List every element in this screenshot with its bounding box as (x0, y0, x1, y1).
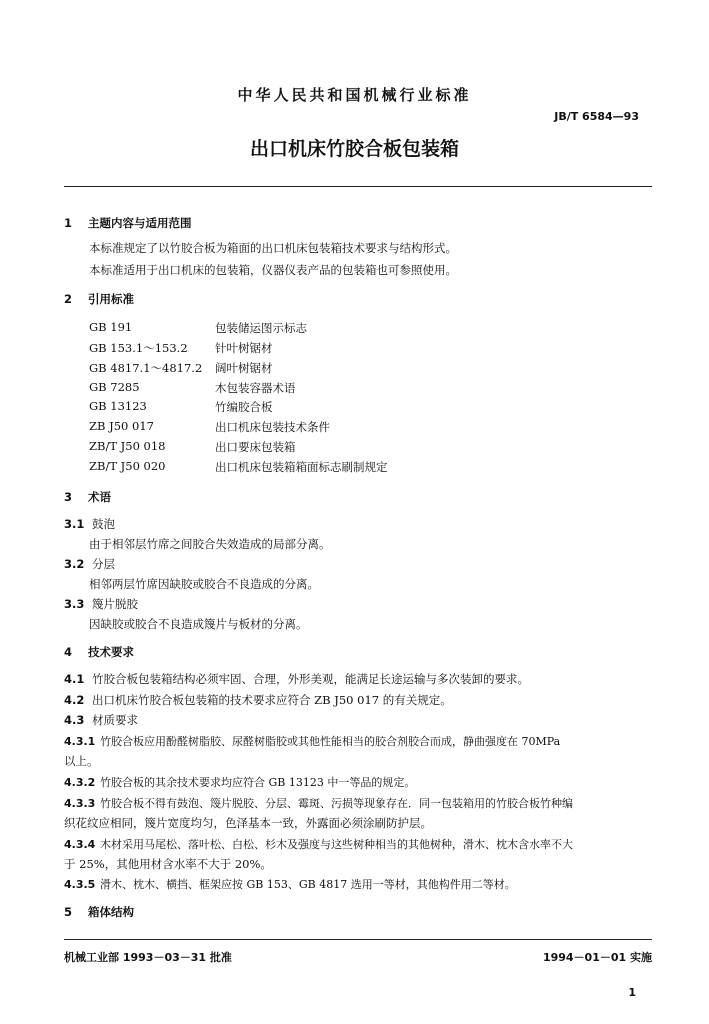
clause-4-3-3: 4.3.3 竹胶合板不得有鼓泡、篾片脱胶、分层、霉斑、污损等现象存在．同一包装箱用的竹胶合板竹种编 (64, 797, 573, 810)
reference-code: GB 191 (89, 320, 133, 334)
clause-4-3-4: 4.3.4 木材采用马尾松、落叶松、白松、杉木及强度与这些树种相当的其他树种，滑木、枕木含水率不大 (64, 838, 573, 851)
clause-4-3-3-continued: 织花纹应相同，篾片宽度均匀，色泽基本一致，外露面必须涂刷防护层。 (64, 816, 432, 830)
document-title: 出口机床竹胶合板包装箱 (249, 138, 459, 160)
implementation-date: 1994－01－01 实施 (542, 951, 652, 964)
approval-date: 机械工业部 1993－03－31 批准 (64, 951, 232, 964)
term-3-1-definition: 由于相邻层竹席之间胶合失效造成的局部分离。 (89, 537, 331, 551)
term-3-2-heading: 3.2 分层 (64, 557, 115, 571)
reference-code: GB 7285 (89, 380, 140, 394)
header-divider (64, 186, 652, 187)
term-3-2-definition: 相邻两层竹席因缺胶或胶合不良造成的分离。 (89, 577, 319, 591)
section-1-heading: 1 主题内容与适用范围 (64, 216, 192, 230)
clause-4-3-5: 4.3.5 滑木、枕木、横挡、框架应按 GB 153、GB 4817 选用一等材，其他构件用二等材。 (64, 878, 516, 891)
reference-name: 木包装容器术语 (215, 381, 296, 395)
clause-4-3: 4.3 材质要求 (64, 713, 138, 727)
section-2-heading: 2 引用标准 (64, 292, 134, 306)
issuing-organization: 中华人民共和国机械行业标准 (237, 86, 472, 104)
section-3-heading: 3 术语 (64, 490, 111, 504)
section-4-heading: 4 技术要求 (64, 645, 134, 659)
section-5-heading: 5 箱体结构 (64, 905, 134, 919)
clause-4-3-4-continued: 于 25%，其他用材含水率不大于 20%。 (64, 857, 272, 871)
term-3-3-heading: 3.3 篾片脱胶 (64, 597, 138, 611)
reference-name: 包装储运图示标志 (215, 321, 307, 335)
clause-4-3-1: 4.3.1 竹胶合板应用酚醛树脂胶、尿醛树脂胶或其他性能相当的胶合剂胶合而成，静曲强度在 70MPa (64, 735, 561, 748)
reference-code: ZB J50 017 (89, 419, 154, 433)
reference-code: ZB/T J50 018 (89, 439, 166, 453)
reference-name: 出口机床包装技术条件 (215, 420, 330, 434)
section-1-paragraph-2: 本标准适用于出口机床的包装箱，仪器仪表产品的包装箱也可参照使用。 (89, 263, 457, 277)
clause-4-3-1-continued: 以上。 (64, 754, 99, 768)
standard-code: JB/T 6584—93 (554, 110, 639, 123)
reference-code: GB 153.1～153.2 (89, 341, 188, 355)
clause-4-1: 4.1 竹胶合板包装箱结构必须牢固、合理，外形美观，能满足长途运输与多次装卸的要求。 (64, 672, 529, 686)
reference-code: GB 4817.1～4817.2 (89, 361, 203, 375)
reference-name: 阔叶树锯材 (215, 361, 273, 375)
reference-code: GB 13123 (89, 399, 147, 413)
footer-divider (64, 939, 652, 940)
reference-name: 针叶树锯材 (215, 341, 273, 355)
term-3-3-definition: 因缺胶或胶合不良造成篾片与板材的分离。 (89, 617, 308, 631)
reference-name: 出口机床包装箱箱面标志刷制规定 (215, 460, 388, 474)
term-3-1-heading: 3.1 鼓泡 (64, 517, 115, 531)
reference-name: 出口要床包装箱 (215, 440, 296, 454)
reference-name: 竹编胶合板 (215, 400, 273, 414)
clause-4-2: 4.2 出口机床竹胶合板包装箱的技术要求应符合 ZB J50 017 的有关规定。 (64, 693, 452, 707)
section-1-paragraph-1: 本标准规定了以竹胶合板为箱面的出口机床包装箱技术要求与结构形式。 (89, 241, 457, 255)
reference-code: ZB/T J50 020 (89, 459, 166, 473)
clause-4-3-2: 4.3.2 竹胶合板的其余技术要求均应符合 GB 13123 中一等品的规定。 (64, 776, 416, 789)
page-number: 1 (628, 986, 636, 999)
